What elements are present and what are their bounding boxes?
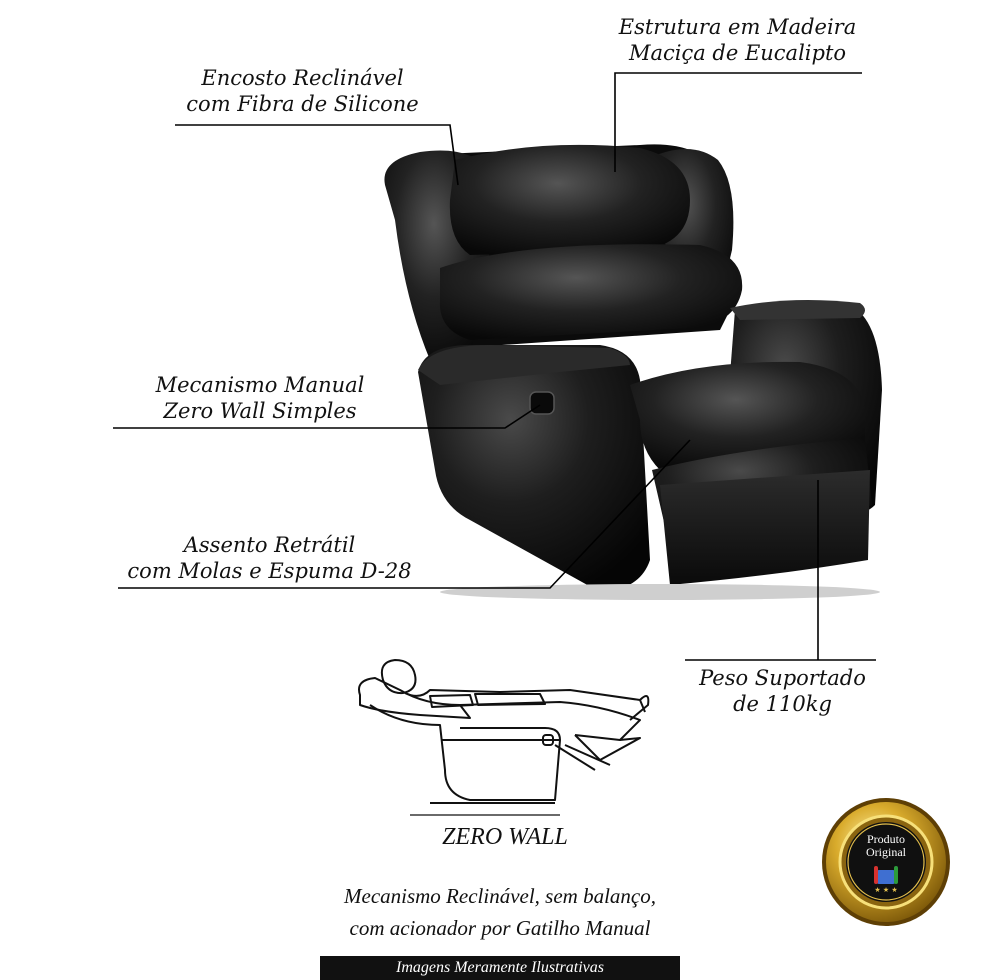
label-estrutura: Estrutura em Madeira Maciça de Eucalipto [618, 15, 857, 65]
label-encosto: Encosto Reclinável com Fibra de Silicone [186, 66, 419, 116]
mechanism-description: Mecanismo Reclinável, sem balanço, com acionador por Gatilho Manual [344, 884, 656, 940]
recliner-chair [384, 144, 882, 600]
zero-wall-caption: ZERO WALL [442, 824, 568, 850]
label-peso: Peso Suportado de 110kg [699, 666, 866, 716]
svg-text:★ ★ ★: ★ ★ ★ [874, 886, 898, 894]
footer-disclaimer: Imagens Meramente Ilustrativas [320, 956, 680, 980]
label-mecanismo: Mecanismo Manual Zero Wall Simples [155, 373, 365, 423]
produto-original-seal [822, 798, 950, 926]
seal-text: Produto Original [866, 832, 906, 859]
zero-wall-diagram [359, 660, 648, 815]
label-assento: Assento Retrátil com Molas e Espuma D-28 [127, 533, 412, 583]
